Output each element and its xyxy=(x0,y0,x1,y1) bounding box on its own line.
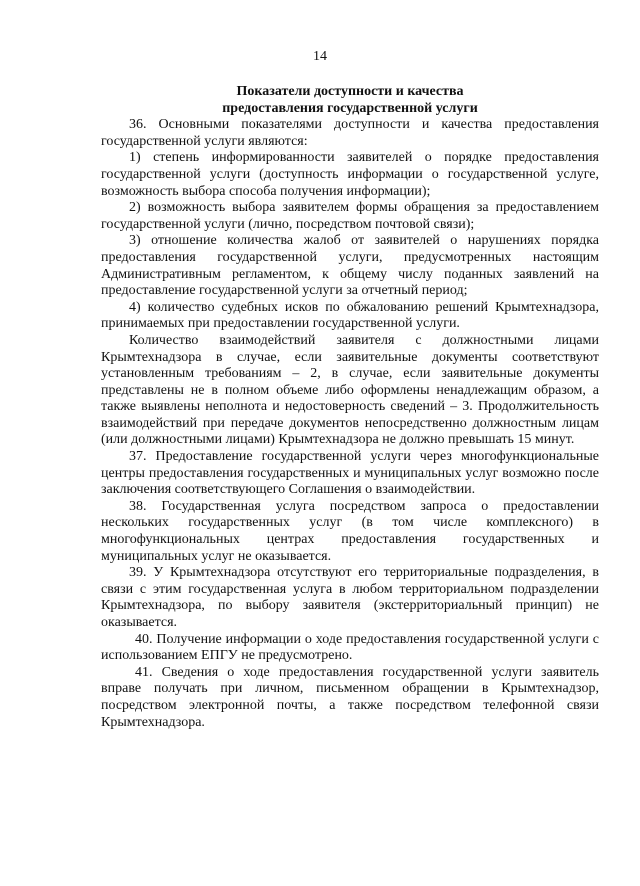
paragraph-36-item-1: 1) степень информированности заявителей о порядке предоставления государственной услуги (доступность информации о государственной услуге, возможность выбора способа получения информации); xyxy=(101,150,599,199)
paragraph-39: 39. У Крымтехнадзора отсутствуют его территориальные подразделения, в связи с этим государственная услуга в любом территориальном подразделении Крымтехнадзора, по выбору заявителя (экстерриториальный принцип) не оказывается. xyxy=(101,565,599,630)
paragraph-41: 41. Сведения о ходе предоставления государственной услуги заявитель вправе получать при личном, письменном обращении в Крымтехнадзор, посредством электронной почты, а также посредством телефонной связи Крымтехнадзора. xyxy=(101,664,599,730)
paragraph-36: 36. Основными показателями доступности и качества предоставления государственной услуги являются: xyxy=(101,117,599,149)
page-number: 14 xyxy=(313,49,327,64)
document-body xyxy=(101,84,599,731)
paragraph-36-item-4: 4) количество судебных исков по обжалованию решений Крымтехнадзора, принимаемых при предоставлении государственной услуги. xyxy=(101,299,599,332)
paragraph-36-item-2: 2) возможность выбора заявителем формы обращения за предоставлением государственной услуги (лично, посредством почтовой связи); xyxy=(101,200,599,232)
paragraph-37: 37. Предоставление государственной услуги через многофункциональные центры предоставления государственных и муниципальных услуг возможно после заключения соответствующего Соглашения о взаимодействии. xyxy=(101,449,599,498)
paragraph-36-item-3: 3) отношение количества жалоб от заявителей о нарушениях порядка предоставления государственной услуги, предусмотренных настоящим Административным регламентом, к общему числу поданных заявлений на предоставление государственной услуги за отчетный период; xyxy=(101,233,599,299)
section-title-line-2: предоставления государственной услуги xyxy=(222,100,478,116)
paragraph-40: 40. Получение информации о ходе предоставления государственной услуги с использованием ЕПГУ не предусмотрено. xyxy=(101,631,599,664)
paragraph-38: 38. Государственная услуга посредством запроса о предоставлении нескольких государственных услуг (в том числе комплексного) в многофункциональных центрах предоставления государственных и муниципальных услуг не оказывается. xyxy=(101,498,599,564)
paragraph-interactions: Количество взаимодействий заявителя с должностными лицами Крымтехнадзора в случае, если заявительные документы соответствуют установленным требованиям – 2, в случае, если заявительные документы представлены не в полном объеме либо оформлены ненадлежащим образом, а также выявлены неполнота и недостоверность сведений – 3. Продолжительность взаимодействий при передаче документов непосредственно должностным лицам (или должностными лицами) Крымтехнадзора не должно превышать 15 минут. xyxy=(101,332,599,448)
section-title-line-1: Показатели доступности и качества xyxy=(236,84,464,99)
